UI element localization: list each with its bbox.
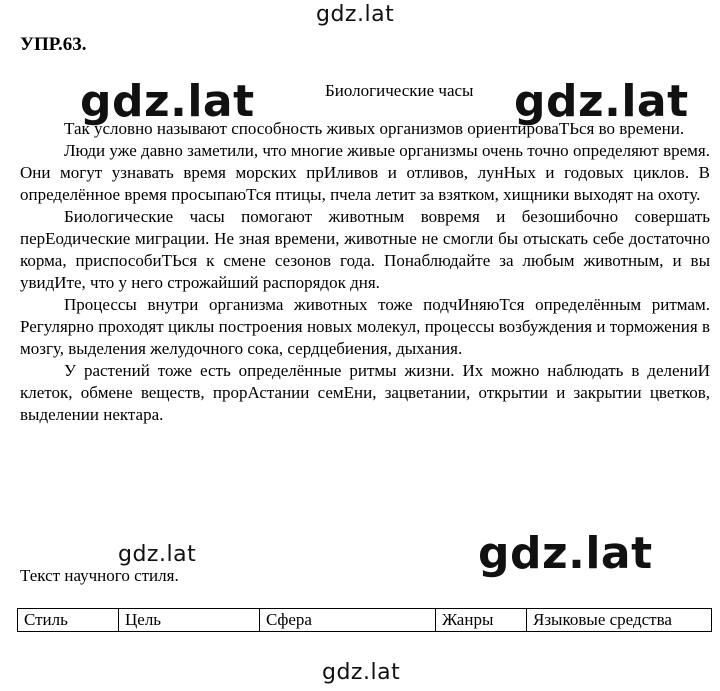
- watermark: gdz.lat: [118, 542, 197, 567]
- style-note: Текст научного стиля.: [20, 566, 179, 585]
- text-title: Биологические часы: [325, 81, 474, 100]
- text-body: [20, 118, 710, 426]
- paragraph: Процессы внутри организма животных тоже подчИняюТся определённым ритмам. Регулярно проходят циклы построения новых молекул, процессы возбуждения и торможения в мозгу, выделения желудочного сока, сердцебиения, дыхания.: [20, 295, 710, 358]
- watermark: gdz.lat: [322, 660, 401, 685]
- analysis-table: [17, 608, 712, 632]
- watermark: gdz.lat: [316, 2, 395, 27]
- table-row: [18, 609, 712, 632]
- table-header-cell: Стиль: [18, 609, 119, 632]
- watermark: gdz.lat: [478, 528, 653, 579]
- paragraph: Люди уже давно заметили, что многие живые организмы очень точно определяют время. Они могут узнавать время морских прИливов и отливов, лунНых и годовых циклов. В определённое время просыпаюТся птицы, пчела летит за взятком, хищники выходят на охоту.: [20, 141, 710, 204]
- watermark: gdz.lat: [80, 76, 255, 127]
- paragraph: У растений тоже есть определённые ритмы жизни. Их можно наблюдать в делениИ клеток, обмене веществ, прорАстании семЕни, зацветании, открытии и закрытии цветков, выделении нектара.: [20, 361, 710, 424]
- watermark: gdz.lat: [514, 76, 689, 127]
- table-header-cell: Жанры: [436, 609, 527, 632]
- exercise-number: УПР.63.: [20, 34, 87, 55]
- table-header-cell: Языковые средства: [527, 609, 712, 632]
- paragraph: Биологические часы помогают животным вовремя и безошибочно совершать перЕодические миграции. Не зная времени, животные не смогли бы отыскать себе достаточно корма, приспособиТЬся к смене сезонов года. Понаблюдайте за любым животным, и вы увидИте, что у него строжайший распорядок дня.: [20, 207, 710, 292]
- table-header-cell: Сфера: [260, 609, 436, 632]
- table-header-cell: Цель: [119, 609, 260, 632]
- paragraph: Так условно называют способность живых организмов ориентироваТЬся во времени.: [64, 119, 685, 138]
